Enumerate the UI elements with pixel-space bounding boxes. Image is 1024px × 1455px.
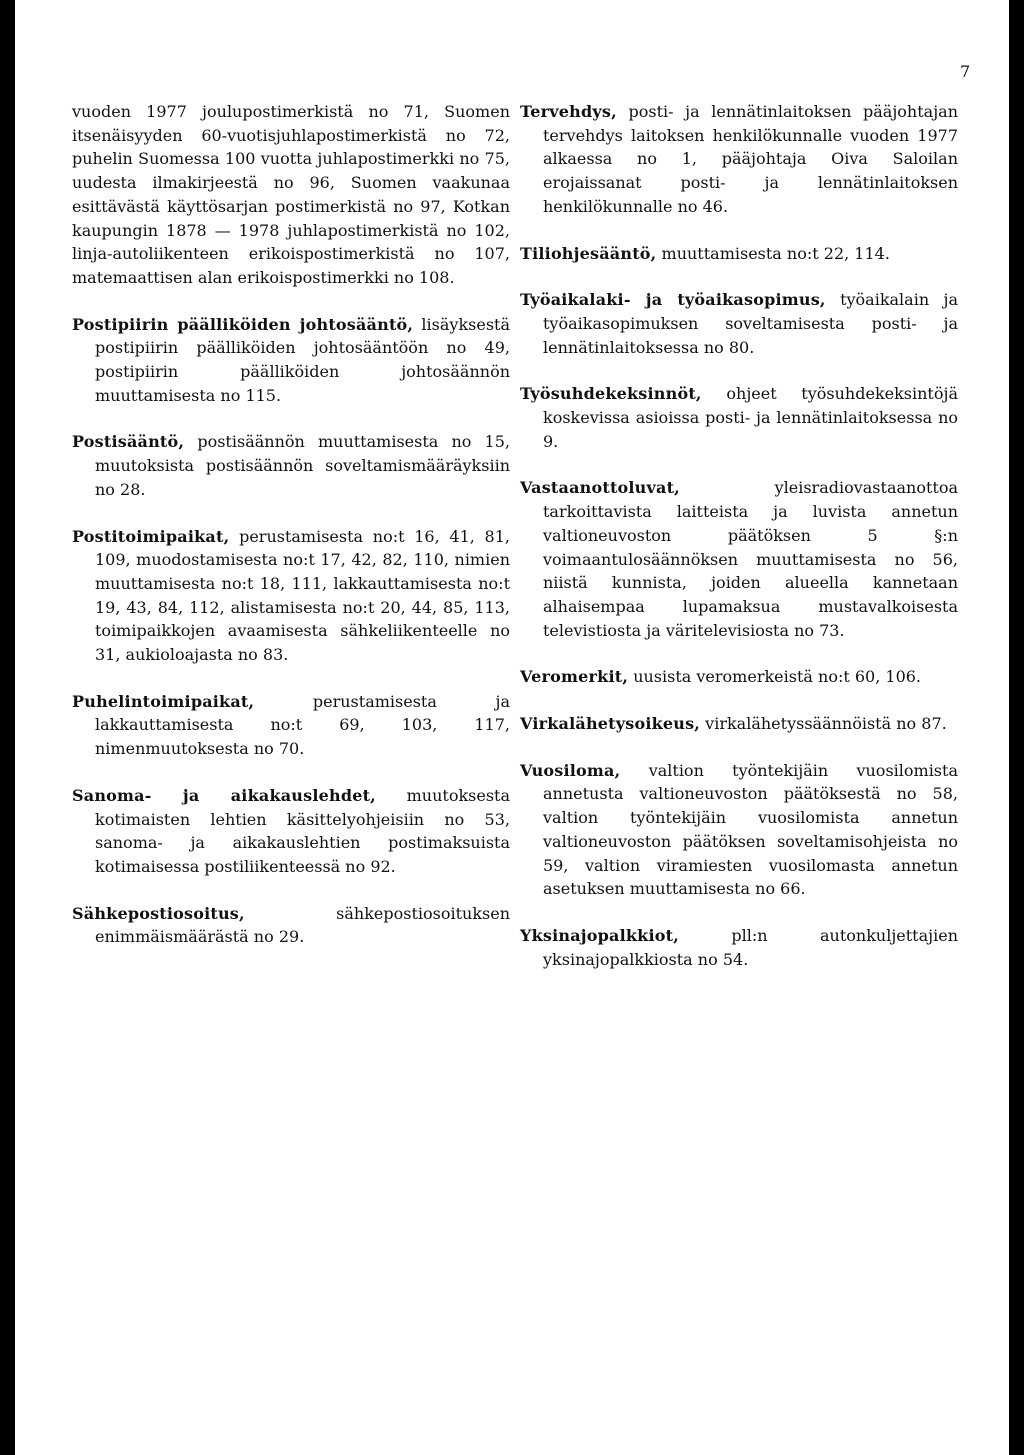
entry-text: perustamisesta ja lakkauttamisesta no:t 69, 103, 117, nimenmuutoksesta no 70.: [95, 691, 510, 759]
index-entry-continuation: vuoden 1977 joulupostimerkistä no 71, Suomen itsenäisyyden 60-vuotisjuhlapostimerkistä no 72, puhelin Suomessa 100 vuotta juhlapostimerkki no 75, uudesta ilmakirjeestä no 96, Suomen vaakunaa esittävästä käyttösarjan postimerkistä no 97, Kotkan kaupungin 1878 — 1978 juhlapostimerkistä no 102, linja-autoliikenteen erikoispostimerkistä no 107, matemaattisen alan erikoispostimerkki no 108.: [72, 102, 510, 287]
index-entry: [520, 242, 958, 266]
entry-heading: Työaikalaki- ja työaikasopimus,: [520, 290, 826, 310]
entry-text: muutoksesta kotimaisten lehtien käsittelyohjeisiin no 53, sanoma- ja aikakauslehtien postimaksuista kotimaisessa postiliikenteessä no 92.: [95, 785, 511, 876]
entry-heading: Puhelintoimipaikat,: [72, 691, 255, 711]
entry-heading: Vastaanottoluvat,: [520, 478, 680, 498]
entry-text: posti- ja lennätinlaitoksen pääjohtajan tervehdys laitoksen henkilökunnalle vuoden 1977 alkaessa no 1, pääjohtaja Oiva Saloilan erojaissanat posti- ja lennätinlaitoksen henkilökunnalle no 46.: [543, 102, 958, 216]
index-entry: [520, 712, 958, 736]
entry-heading: Postisääntö,: [72, 432, 185, 452]
right-edge-bar: [1009, 0, 1024, 1455]
index-entry: [520, 288, 958, 359]
entry-heading: Postitoimipaikat,: [72, 526, 230, 546]
index-entry: [520, 476, 958, 642]
entry-text: perustamisesta no:t 16, 41, 81, 109, muodostamisesta no:t 17, 42, 82, 110, nimien muuttamisesta no:t 18, 111, lakkauttamisesta no:t 19, 43, 84, 112, alistamisesta no:t 20, 44, 85, 113, toimipaikkojen avaamisesta sähkeliikenteelle no 31, aukioloajasta no 83.: [95, 526, 510, 665]
index-entry: [72, 784, 510, 879]
entry-heading: Vuosiloma,: [520, 760, 621, 780]
index-entry: [520, 382, 958, 453]
entry-text: pll:n autonkuljettajien yksinajopalkkiosta no 54.: [543, 925, 958, 969]
index-entry: [72, 313, 510, 408]
index-entry: [520, 924, 958, 971]
left-edge-bar: [0, 0, 15, 1455]
entry-heading: Tiliohjesääntö,: [520, 243, 657, 263]
index-entry: [520, 759, 958, 901]
entry-text: muuttamisesta no:t 22, 114.: [661, 243, 890, 263]
entry-text: sähkepostiosoituksen enimmäismäärästä no 29.: [95, 903, 510, 947]
entry-heading: Veromerkit,: [520, 667, 629, 687]
entry-heading: Virkalähetysoikeus,: [520, 714, 701, 734]
index-entry: [72, 525, 510, 667]
entry-heading: Työsuhdekeksinnöt,: [520, 384, 702, 404]
page-number: 7: [960, 62, 971, 81]
entry-text: yleisradiovastaanottoa tarkoittavista laitteista ja luvista annetun valtioneuvoston päätöksen 5 §:n voimaantulosäännöksen muuttamisesta no 56, niistä kunnista, joiden alueella kannetaan alhaisempaa lupamaksua mustavalkoisesta televistiosta ja väritelevisiosta no 73.: [543, 478, 958, 640]
entry-heading: Tervehdys,: [520, 102, 617, 121]
index-entry: [72, 690, 510, 761]
entry-heading: Sähkepostiosoitus,: [72, 903, 245, 923]
index-entry: [520, 665, 958, 689]
entry-text: ohjeet työsuhdekeksintöjä koskevissa asioissa posti- ja lennätinlaitoksessa no 9.: [543, 384, 958, 451]
entry-heading: Sanoma- ja aikakauslehdet,: [72, 785, 376, 805]
index-entry: [72, 902, 510, 949]
entry-text: työaikalain ja työaikasopimuksen soveltamisesta posti- ja lennätinlaitoksessa no 80.: [543, 290, 959, 357]
entry-heading: Yksinajopalkkiot,: [520, 925, 679, 945]
index-entry: [72, 430, 510, 501]
entry-heading: Postipiirin päälliköiden johtosääntö,: [72, 314, 414, 334]
index-entry: [520, 100, 958, 219]
entry-text: lisäyksestä postipiirin päälliköiden johtosääntöön no 49, postipiirin päälliköiden johtosäännön muuttamisesta no 115.: [95, 314, 510, 405]
entry-text: uusista veromerkeistä no:t 60, 106.: [633, 667, 922, 687]
right-column: [520, 100, 958, 994]
entry-text: valtion työntekijäin vuosilomista annetusta valtioneuvoston päätöksestä no 58, valtion työntekijäin vuosilomista annetun valtioneuvoston päätöksen soveltamisohjeista no 59, valtion viramiesten vuosilomasta annetun asetuksen muuttamisesta no 66.: [543, 760, 958, 899]
entry-text: postisäännön muuttamisesta no 15, muutoksista postisäännön soveltamismääräyksiin no 28.: [95, 432, 511, 499]
entry-text: virkalähetyssäännöistä no 87.: [705, 714, 947, 734]
left-column: [72, 100, 510, 972]
